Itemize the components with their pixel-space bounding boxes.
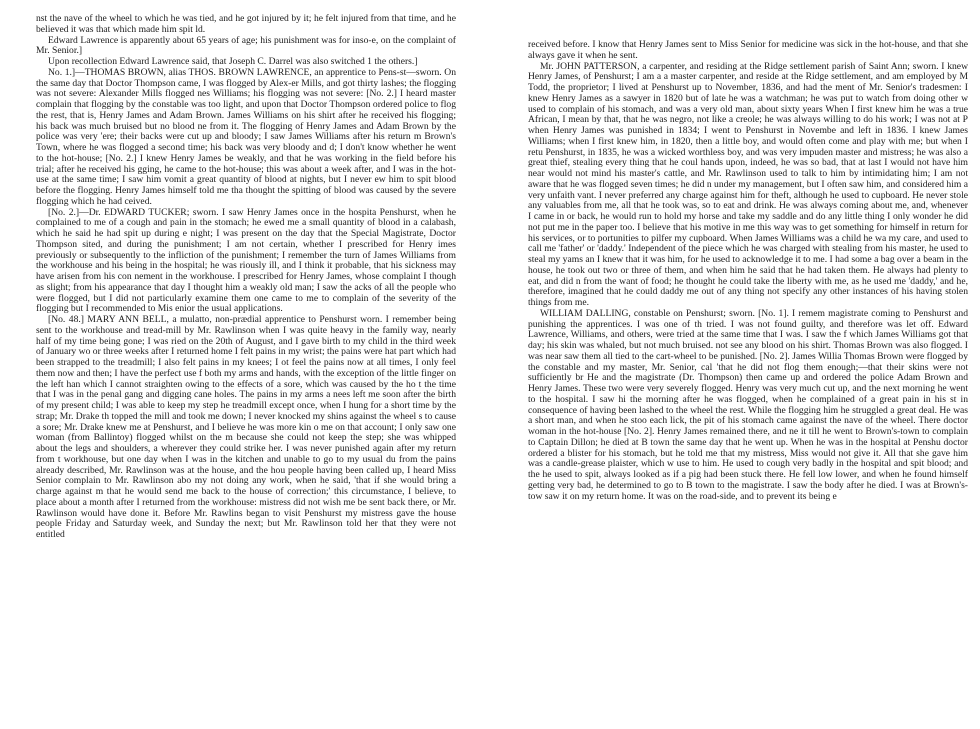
left-text-column [36, 14, 456, 541]
right-text-column [528, 40, 968, 502]
paragraph: [No. 2.]—Dr. EDWARD TUCKER; sworn. I saw Henry James once in the hospita Penshurst, when he complained to me of a cough and pain in the stomach; he ewed me a small quantity of blood in a calabash, which he said he had spit up during e night; I was present on the day that the Special Magistrate, Doctor Thompson sited, and during the punishment; I am not certain, whether I prescribed for Henry imes previously or subsequently to the infliction of the punishment; I remember the turn of James Williams from the workhouse and his being in the hospital; he was riously ill, and I think it probable, that his sickness may have arisen from his con nement in the workhouse. I prescribed for Henry James, whose complaint I though as slight; from his appearance that day I thought him a weakly old man; I saw the acks of all the people who were flogged, but I did not particularly examine them one came to me to complain of the severity of the flogging but I recommended to Mis enior the usual applications. [36, 206, 456, 315]
paragraph: nst the nave of the wheel to which he was tied, and he got injured by it; he felt injured from that time, and he believed it was that which made him spit ld. [36, 14, 456, 35]
page-gutter [468, 0, 516, 729]
paragraph: Mr. JOHN PATTERSON, a carpenter, and residing at the Ridge settlement parish of Saint Ann; sworn. I knew Henry James, of Penshurst; I am a a master carpenter, and reside at the Ridge settlement, and am employed by M Todd, the proprietor; I lived at Penshurst up to November, 1836, and had the ment of Mr. Senior's tradesmen: I knew Henry James as a sawyer in 1820 but of late he was a watchman; he was put to watch from doing other w used to complain of his stomach, and was a very old man, about sixty years When I first knew him he was a true African, I mean by that, that he was negro, not like a creole; he was always willing to do his work; I was not at P when Henry James was punished in 1834; I went to Penshurst in Novembe and left in 1836. I knew James Williams; when I first knew him, in 1820, then a little boy, and would often come and play with me; but when I retu Penshurst, in 1835, he was a wicked worthless boy, and was very impuden master and mistress; he was also a great thief, stealing every thing that he coul hands upon, indeed, he was so bad, that at last I would not have him near would not mind his master's cattle, and Mr. Rawlinson used to talk to him by intimidating him; I am not aware that he was flogged seven times; he did n under my management, but I often saw him, and considered him a very unfaith vant. I never preferred any charge against him for theft, although he used to cupboard. He never stole any valuables from me, all that he took was, so to eat and drink. He was always coming about me, and, whenever I came in or back, he would run to hold my horse and take my saddle and do any little thing I only wonder he did not put me in the paper too. I believe that his motive in me this way was to get something for himself in return for his services, or to portunities to pilfer my cupboard. When James Williams was a child he wa my care, and used to call me 'father' or 'daddy.' Independent of the piece which he was charged with stealing from his master, he used to steal my yams an I knew that it was him, for he used to acknowledge it to me. I had some a bag over a beam in the house, he took out two or three of them, and when him he said that he had taken them. He always had plenty to eat, and did n from the want of food; he thought he could take the liberty with me, as he used me 'daddy,' and he, therefore, imagined that he could daddy me out of any thing not specify any other instances of his having stolen things from me. [528, 60, 968, 308]
paragraph: Upon recollection Edward Lawrence said, that Joseph C. Darrel was also switched 1 the others.] [48, 56, 418, 67]
paragraph: [No. 48.] MARY ANN BELL, a mulatto, non-prædial apprentice to Penshurst worn. I remember being sent to the workhouse and tread-mill by Mr. Rawlinson when I was quite heavy in the family way, nearly half of my time being gone; I was ried on the 20th of August, and I gave birth to my child in the third week of January wo or three weeks after I returned home I felt pains in my wrist; the pains were hat part which had been strapped to the treadmill; I also felt pains in my knees; I ot feel the pains now at all times, I only feel them now and then; I have the perfect use f both my arms and hands, with the exception of the little finger on the left han which I cannot straighten owing to the effects of a sore, which was caused by the ho t the time that I was in the penal gang and digging cane holes. The pains in my arms a nees left me soon after the birth of my present child; I was able to keep my step he treadmill except once, when I hung for a short time by the strap; Mr. Drake th topped the mill and took me down; I never knocked my shins against the wheel s to cause a sore; Mr. Drake knew me at Penshurst, and I believe he was more kin o me on that account; I only saw one woman (from Ballintoy) flogged whilst on the m because she could not keep the step; she was whipped about the legs and shoulders, a wherever they could strike her. I was never punished again after my return from t workhouse, but one day when I was in the kitchen and unable to go to my usual du from the pains already described, Mr. Rawlinson was at the house, and the hou people having been called up, I heard Miss Senior complain to Mr. Rawlinson abo my not doing any work, when he said, 'that if she would bring a charge against m that he would send me back to the house of correction;' this circumstance, I believe, to place about a month after I returned from the workhouse: mistress did not wish me be sent back there, or Mr. Rawlinson would have done it. Before Mr. Rawlins began to visit Penshurst my mistress gave the house people Friday and Saturday week, and Sunday the next; but Mr. Rawlinson told her that they were not entitled [36, 314, 456, 540]
paragraph: Edward Lawrence is apparently about 65 years of age; his punishment was for inso-e, on the complaint of Mr. Senior.] [36, 34, 456, 57]
paragraph: WILLIAM DALLING, constable on Penshurst; sworn. [No. 1]. I remem magistrate coming to Penshurst and punishing the apprentices. I was one of th tried. I was not found guilty, and therefore was let off. Edward Lawrence, Williams, and others, were tried at the same time that I was. I saw the f which James Williams got that day; his skin was whaled, but not much bruised. not see any blood on his shirt. Thomas Brown was also flogged. I was near saw them all tied to the cart-wheel to be punished. [No. 2]. James Willia Thomas Brown were flogged by the constable and my master, Mr. Senior, cal 'that he did not flog them enough;—that their skins were not sufficiently br He and the magistrate (Dr. Thompson) then came up and ordered the police Adam Brown and Henry James. These two were very severely flogged. Henry was very much cut up, and the next morning he went to the hospital. I saw hi the morning after he was flogged, when he complained of a great pain in his st in consequence of having been lashed to the wheel the rest. While the flogging him he struggled a great deal. He was a short man, and when he stoo each lick, the pit of his stomach came against the nave of the wheel. There doctor woman in the hot-house [No. 2]. Henry James remained there, and ne it till he went to Brown's-town to complain to Captain Dillon; he died at B town the same day that he went up. When he was in the hospital at Penshu doctor ordered a blister for his stomach, but he told me that my mistress, Miss would not give it. All that she gave him was a candle-grease plaister, which w use to him. He used to cough very badly in the hospital and spit blood; and the he used to spit, always looked as if a pig had been stuck there. He fell low lower, and when he found himself getting very bad, he determined to go to B town to the magistrate. I saw the body after he died. I was at Brown's-tow saw it on my return home. It was on the road-side, and to prevent its being e [528, 307, 968, 502]
paragraph: No. 1.]—THOMAS BROWN, alias THOS. BROWN LAWRENCE, an apprentice to Pens-st—sworn. On the same day that Doctor Thompson came, I was flogged by Alex-er Mills, and got thirty lashes; the flogging was not severe: Alexander Mills flogged nes Williams; his flogging was not severe: [No. 2.] I heard master complain that flogging by the constable was too light, and upon that Doctor Thompson ordered police to flog the rest, that is, Henry James and Adam Brown. James Williams on his shirt after he received his flogging; his back was much bruised but no blood ne from it. The flogging of Henry James and Adam Brown by the police was very 'ere; their backs were cut up and bloody; I saw James Williams after his return m Brown's Town, where he was flogged a second time; his back was very bloody and d; I don't know whether he went to the hot-house; [No. 2.] I knew Henry James be weakly, and that he was working in the field before his trial; after he received his gging, he came to the hot-house; this was about a week after, and I was in the hot-use at the same time; I saw him vomit a great quantity of blood at nights, but I never ew him to spit blood before the flogging. Henry James himself told me tha thought the spitting of blood was caused by the severe flogging which he had ceived. [36, 66, 456, 207]
paragraph: received before. I know that Henry James sent to Miss Senior for medicine was sick in the hot-house, and that she always gave it when he sent. [528, 40, 968, 61]
